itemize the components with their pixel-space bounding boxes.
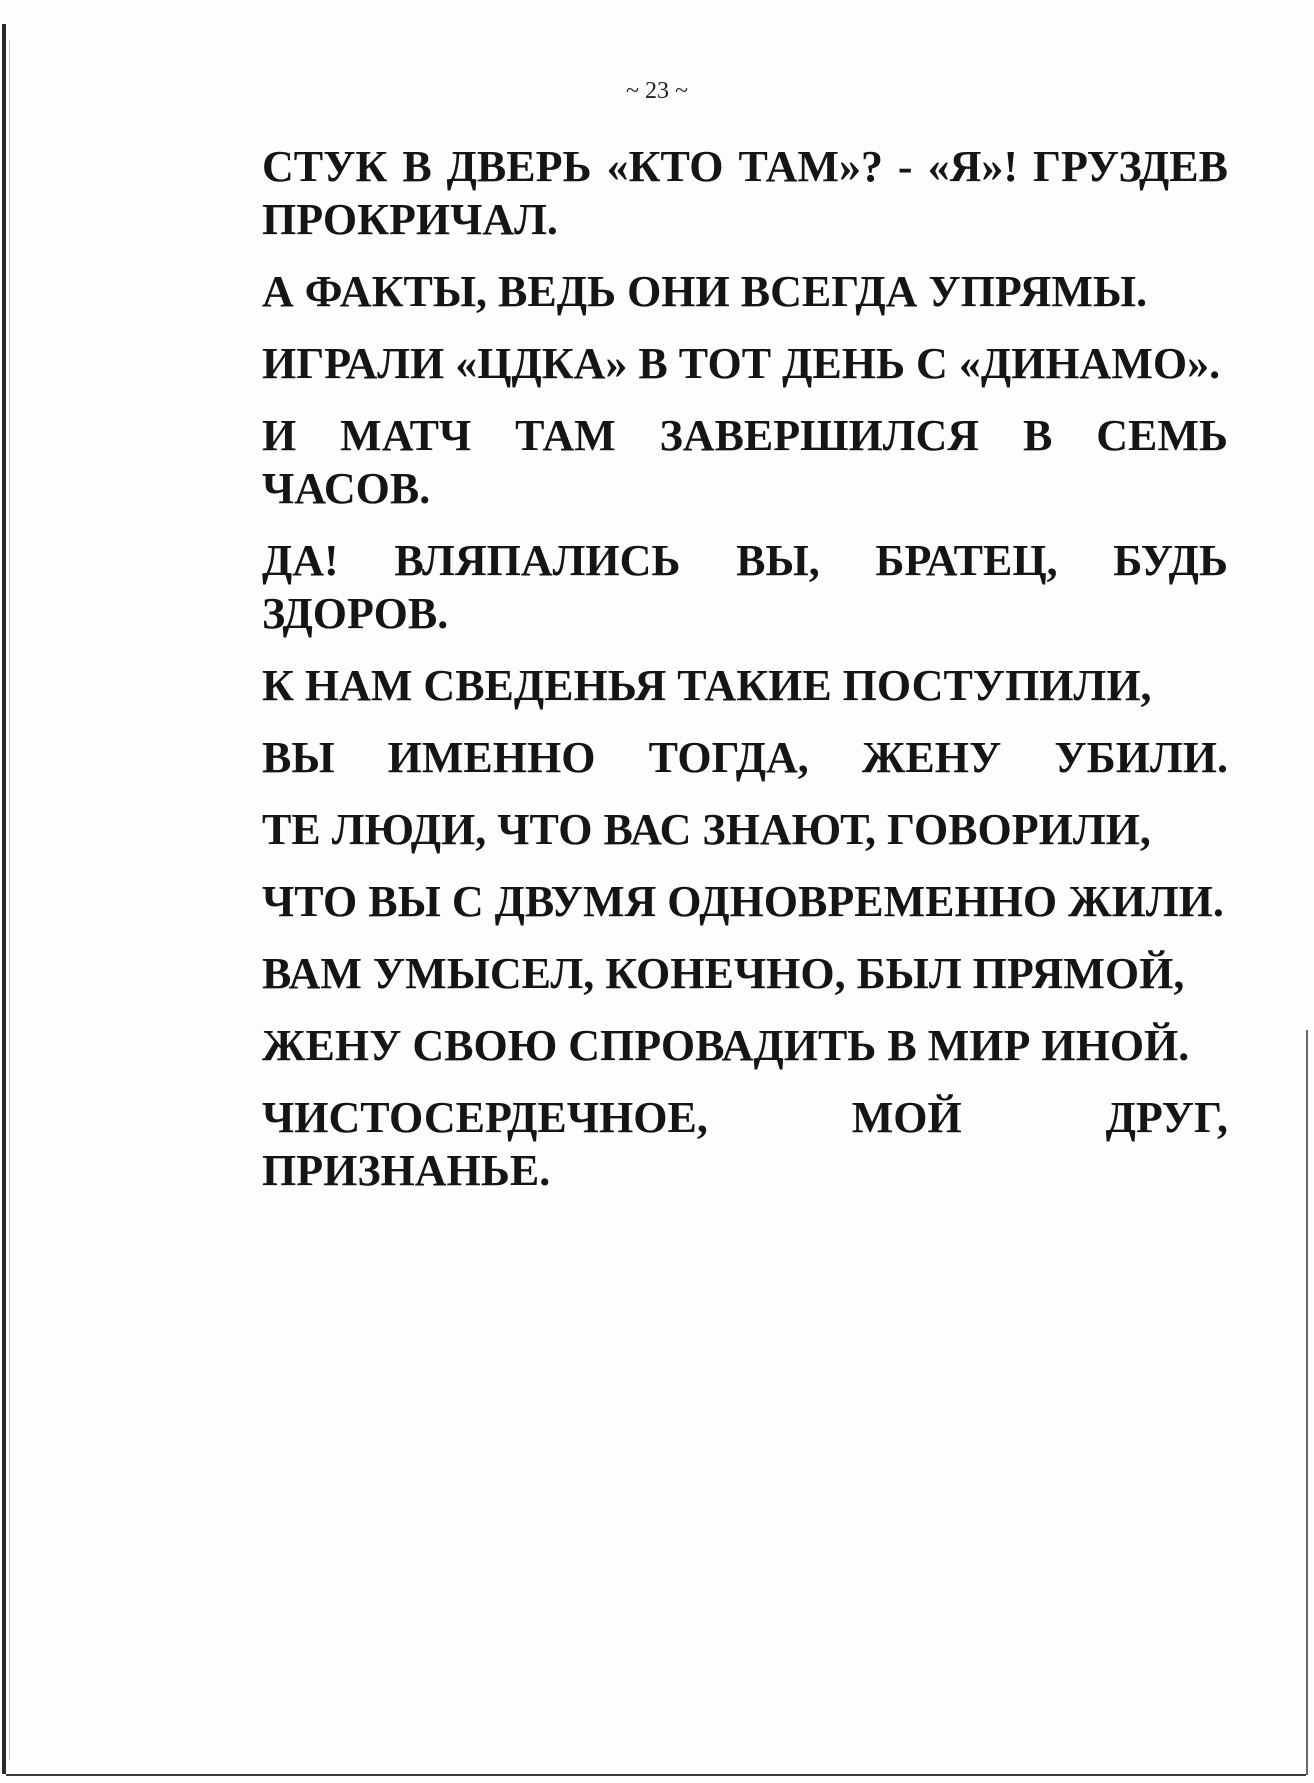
page-number: ~ 23 ~ [626, 78, 688, 104]
page-left-edge-shadow [9, 40, 10, 1760]
poem-line: К НАМ СВЕДЕНЬЯ ТАКИЕ ПОСТУПИЛИ, [262, 661, 1152, 710]
poem-text [262, 140, 1228, 1216]
page-bottom-edge [6, 1774, 1306, 1776]
page-left-edge [2, 24, 6, 1774]
poem-line: ЧИСТОСЕРДЕЧНОЕ, МОЙ ДРУГ, ПРИЗНАНЬЕ. [262, 1093, 1228, 1195]
poem-line: ИГРАЛИ «ЦДКА» В ТОТ ДЕНЬ С «ДИНАМО». [262, 339, 1221, 388]
poem-line: ВАМ УМЫСЕЛ, КОНЕЧНО, БЫЛ ПРЯМОЙ, [262, 949, 1185, 998]
poem-line: ТЕ ЛЮДИ, ЧТО ВАС ЗНАЮТ, ГОВОРИЛИ, [262, 805, 1151, 854]
poem-line: И МАТЧ ТАМ ЗАВЕРШИЛСЯ В СЕМЬ ЧАСОВ. [262, 411, 1228, 513]
poem-line: ДА! ВЛЯПАЛИСЬ ВЫ, БРАТЕЦ, БУДЬ ЗДОРОВ. [262, 536, 1228, 638]
poem-line: ЖЕНУ СВОЮ СПРОВАДИТЬ В МИР ИНОЙ. [262, 1021, 1190, 1070]
poem-line: ЧТО ВЫ С ДВУМЯ ОДНОВРЕМЕННО ЖИЛИ. [262, 877, 1224, 926]
poem-line: А ФАКТЫ, ВЕДЬ ОНИ ВСЕГДА УПРЯМЫ. [262, 267, 1148, 316]
page-right-edge [1306, 1030, 1308, 1775]
poem-line: СТУК В ДВЕРЬ «КТО ТАМ»? - «Я»! ГРУЗДЕВ ПРОКРИЧАЛ. [262, 142, 1228, 244]
poem-line: ВЫ ИМЕННО ТОГДА, ЖЕНУ УБИЛИ. [262, 733, 1228, 782]
